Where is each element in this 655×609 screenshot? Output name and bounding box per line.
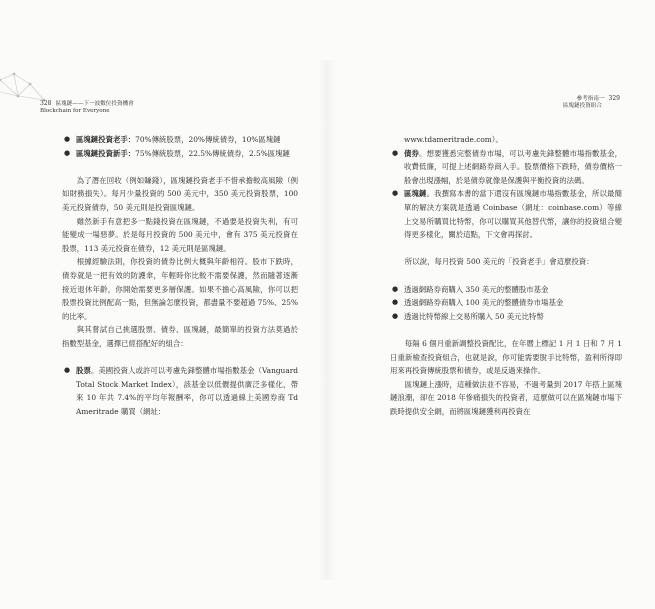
bullet-icon: ● (64, 366, 71, 375)
paragraph: 與其嘗試自己挑選股票、債券、區塊鏈，最簡單的投資方法莫過於指數型基金，選擇已經搭配好的組合： (62, 325, 298, 348)
continuation-text: www.tdameritrade.com）。 (404, 135, 503, 144)
bullet-icon: ● (392, 148, 399, 157)
bullet-icon: ● (392, 311, 399, 320)
list-item: ● 透過網路券商購入 350 美元的整體股市基金 (390, 283, 622, 297)
bullet-icon: ● (392, 189, 399, 198)
left-running-header (40, 100, 134, 115)
list-item: ● 區塊鏈。我撰寫本書的當下還沒有區塊鏈市場指數基金，所以最簡單的解決方案就是透過 Coinbase（網址：coinbase.com）等線上交易所購買比特幣，你可以購買其他替代幣，讓你的投資組合變得更多樣化，關於這點，下文會再探討。 (392, 189, 622, 240)
right-page-body (390, 133, 622, 418)
bullet-icon: ● (392, 298, 399, 307)
right-header-subtitle: 區塊鏈投資組合 (562, 103, 602, 109)
paragraph: 雖然新手有意把多一點錢投資在區塊鏈，不過要是投資失利，有可能變成一場惡夢。於是每月投資的 500 美元中，會有 375 美元投資在股票，113 美元投資在債券，12 美元則是區塊鏈。 (62, 216, 298, 253)
left-page-number: 328 (40, 100, 52, 107)
left-page-body (62, 133, 298, 418)
right-page-number: 329 (608, 95, 620, 102)
paragraph: 為了潛在回收（例如賺錢），區塊鏈投資老手不惜承擔較高風險（例如財務損失）。每月少量投資的 500 美元中，350 美元投資股票，100 美元投資債券，50 美元則是投資區塊鏈。 (62, 175, 298, 212)
bullet-icon: ● (64, 148, 71, 157)
paragraph: 所以說，每月投資 500 美元的「投資老手」會這麼投資： (404, 257, 594, 267)
right-running-header (563, 95, 620, 110)
left-header-title: 區塊鏈——下一波數位投資機會 (55, 101, 134, 107)
paragraph: 區塊鏈上漲時，這種做法並不容易，不過考量到 2017 年搭上區塊鏈浪潮，卻在 2018 年慘痛損失的投資者，這麼做可以在區塊鏈市場下跌時提供安全網，而將區塊鏈獲利再投資在 (390, 379, 622, 416)
bullet-icon: ● (392, 284, 399, 293)
list-item: ● 區塊鏈投資新手：75%傳統股票，22.5%傳統債券，2.5%區塊鏈 (62, 147, 298, 161)
list-item: ● 透過網路券商購入 100 美元的整體債券市場基金 (390, 296, 622, 310)
bullet-icon: ● (64, 135, 71, 143)
left-header-subtitle: Blockchain for Everyone (40, 108, 110, 114)
list-item: ● 股票。美國投資人或許可以考慮先鋒整體市場指數基金（Vanguard Total Stock Market Index），該基金以低價提供廣泛多樣化，帶來 10 年共 7.4%的平均年報酬率，你可以透過線上美國券商 Td Ameritrade 購買（網址： (64, 366, 298, 416)
list-item: ● 區塊鏈投資老手：70%傳統股票，20%傳統債券，10%區塊鏈 (62, 133, 298, 147)
list-item: ● 透過比特幣線上交易所購入 50 美元比特幣 (390, 310, 622, 324)
page-gutter (318, 60, 336, 580)
right-header-title: 參考指南一 (576, 96, 605, 102)
list-item: ● 債券。想要獲悉完整債券市場，可以考慮先鋒整體市場指數基金，收費低廉，可提上述網路券商入手。股票價格下跌時，債券價格一般會出現漲幅，於是債券就像是保護與平衡投資的法碼。 (392, 148, 622, 185)
paragraph: 每隔 6 個月重新調整投資配比，在年曆上標記 1 月 1 日和 7 月 1 日重新檢查投資組合，也就是說，你可能需要脫手比特幣，盈利所得即用來再投資傳統股票和債券，或是反過來操作。 (390, 338, 622, 376)
paragraph: 根據經驗法則，你投資的債券比例大概與年齡相符。股市下跌時，債券就是一把有效的防護傘，年輕時你比較不需要保護，然而隨著逐漸接近退休年齡，你開始需要更多層保護。如果不擔心高風險，你可以把股票投資比例配高一點，但無論怎麼投資，都盡量不要超過 75%、25%的比率。 (62, 257, 298, 321)
